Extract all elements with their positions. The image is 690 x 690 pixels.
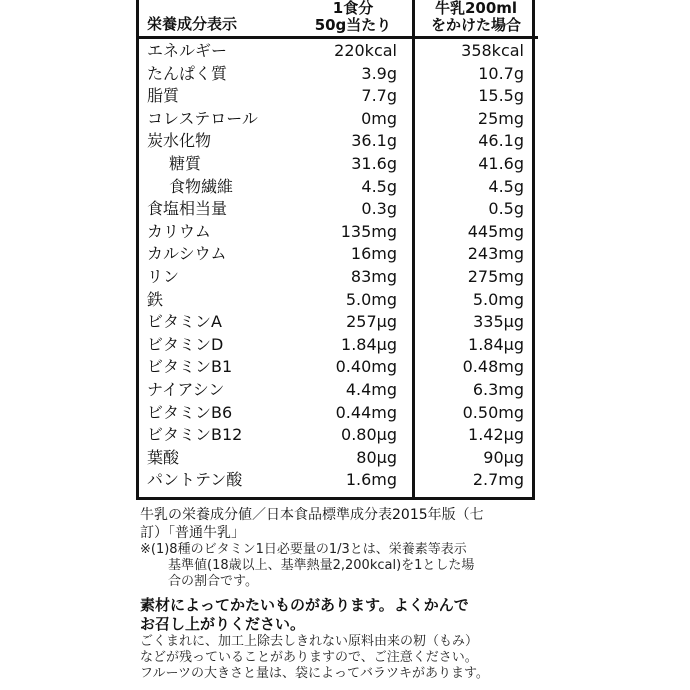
value-with-milk: 0.5g — [488, 199, 524, 219]
value-per-serving: 0.40mg — [335, 357, 397, 377]
table-row — [139, 130, 538, 152]
value-per-serving: 1.6mg — [345, 470, 397, 490]
value-with-milk: 25mg — [477, 108, 524, 128]
nutrient-label: 炭水化物 — [147, 131, 212, 151]
value-with-milk: 4.5g — [488, 176, 524, 196]
nutrient-label: 糖質 — [169, 154, 202, 173]
header-with-milk: 牛乳200ml をかけた場合 — [430, 0, 521, 34]
vitamin-note: ※(1)8種のビタミン1日必要量の1/3とは、栄養素等表示 — [140, 542, 467, 557]
nutrient-label: 食物繊維 — [169, 176, 234, 196]
nutrient-label: ビタミンD — [147, 334, 224, 354]
table-row — [139, 85, 538, 107]
source-note: 牛乳の栄養成分値／日本食品標準成分表2015年版（七 — [140, 507, 484, 523]
value-per-serving: 135mg — [340, 221, 397, 241]
table-row — [139, 243, 538, 265]
value-with-milk: 243mg — [467, 244, 524, 264]
nutrient-label: コレステロール — [147, 108, 258, 128]
nutrient-label: ビタミンB6 — [147, 402, 233, 422]
nutrient-label: エネルギー — [147, 41, 228, 60]
value-per-serving: 0.3g — [361, 199, 397, 219]
table-row — [139, 356, 538, 378]
value-per-serving: 4.5g — [361, 176, 397, 196]
value-per-serving: 3.9g — [361, 63, 397, 83]
nutrient-label: ビタミンB1 — [147, 357, 233, 377]
header-divider — [139, 36, 538, 39]
value-per-serving: 83mg — [350, 267, 397, 286]
table-row — [139, 334, 538, 356]
value-with-milk: 41.6g — [478, 154, 524, 173]
warning-text-cont: お召し上がりください。 — [140, 615, 306, 633]
warning-text: 素材によってかたいものがあります。よくかんで — [140, 596, 469, 614]
value-with-milk: 15.5g — [478, 86, 524, 106]
value-with-milk: 358kcal — [461, 41, 524, 60]
table-row — [139, 289, 538, 311]
value-per-serving: 220kcal — [334, 41, 397, 60]
value-with-milk: 90μg — [483, 447, 524, 467]
value-with-milk: 6.3mg — [472, 380, 524, 399]
value-per-serving: 0.44mg — [335, 402, 397, 422]
notes-section — [140, 506, 536, 682]
value-per-serving: 7.7g — [361, 86, 397, 106]
nutrition-table — [136, 0, 535, 500]
value-per-serving: 16mg — [350, 244, 397, 264]
value-with-milk: 1.84μg — [468, 334, 524, 354]
table-row — [139, 447, 538, 469]
value-with-milk: 335μg — [473, 312, 524, 332]
table-row — [139, 311, 538, 333]
value-per-serving: 0.80μg — [341, 425, 397, 445]
table-row — [139, 153, 538, 175]
info-text-cont: などが残っていることがありますので、ご注意ください。 — [140, 650, 478, 665]
nutrient-label: カルシウム — [147, 244, 227, 264]
value-per-serving: 5.0mg — [345, 289, 397, 309]
nutrient-label: ビタミンB12 — [147, 425, 243, 445]
table-row — [139, 402, 538, 424]
value-per-serving: 36.1g — [351, 131, 397, 151]
value-per-serving: 1.84μg — [341, 334, 397, 354]
vitamin-note-cont: 基準値(18歳以上、基準熱量2,200kcal)を1とした場 — [168, 558, 475, 573]
value-with-milk: 5.0mg — [472, 289, 524, 309]
source-note-cont: 訂）「普通牛乳」 — [140, 525, 245, 541]
table-row — [139, 424, 538, 446]
nutrition-panel — [136, 0, 540, 690]
value-with-milk: 1.42μg — [468, 425, 524, 445]
value-per-serving: 4.4mg — [345, 380, 397, 399]
table-row — [139, 266, 538, 288]
table-row — [139, 108, 538, 130]
table-row — [139, 176, 538, 198]
nutrient-label: 鉄 — [147, 289, 164, 309]
table-row — [139, 379, 538, 401]
table-row — [139, 221, 538, 243]
value-with-milk: 0.50mg — [462, 402, 524, 422]
value-per-serving: 0mg — [361, 108, 397, 128]
nutrient-label: リン — [147, 267, 180, 286]
value-with-milk: 445mg — [467, 221, 524, 241]
value-with-milk: 0.48mg — [462, 357, 524, 377]
value-with-milk: 46.1g — [478, 131, 524, 151]
nutrient-label: たんぱく質 — [147, 63, 228, 83]
nutrient-label: 葉酸 — [147, 447, 180, 467]
table-row — [139, 198, 538, 220]
info-text: ごくまれに、加工上除去しきれない原料由来の籾（もみ） — [140, 634, 479, 649]
info-text-cont2: フルーツの大きさと量は、袋によってバラツキがあります。 — [140, 666, 489, 681]
value-with-milk: 2.7mg — [472, 470, 524, 490]
header-per-serving: 1食分 50g当たり — [314, 0, 392, 34]
table-title: 栄養成分表示 — [147, 15, 238, 33]
table-row — [139, 63, 538, 85]
value-with-milk: 10.7g — [478, 63, 524, 83]
nutrient-label: パントテン酸 — [147, 470, 243, 490]
value-per-serving: 80μg — [356, 447, 397, 467]
value-per-serving: 257μg — [346, 312, 397, 332]
table-row — [139, 40, 538, 62]
nutrient-label: ナイアシン — [147, 380, 225, 399]
nutrient-label: 脂質 — [147, 86, 180, 106]
nutrient-label: 食塩相当量 — [147, 199, 228, 219]
value-per-serving: 31.6g — [351, 154, 397, 173]
nutrient-label: カリウム — [147, 221, 211, 241]
value-with-milk: 275mg — [467, 267, 524, 286]
nutrient-label: ビタミンA — [147, 312, 222, 332]
vitamin-note-cont2: 合の割合です。 — [168, 574, 258, 589]
table-row — [139, 469, 538, 491]
